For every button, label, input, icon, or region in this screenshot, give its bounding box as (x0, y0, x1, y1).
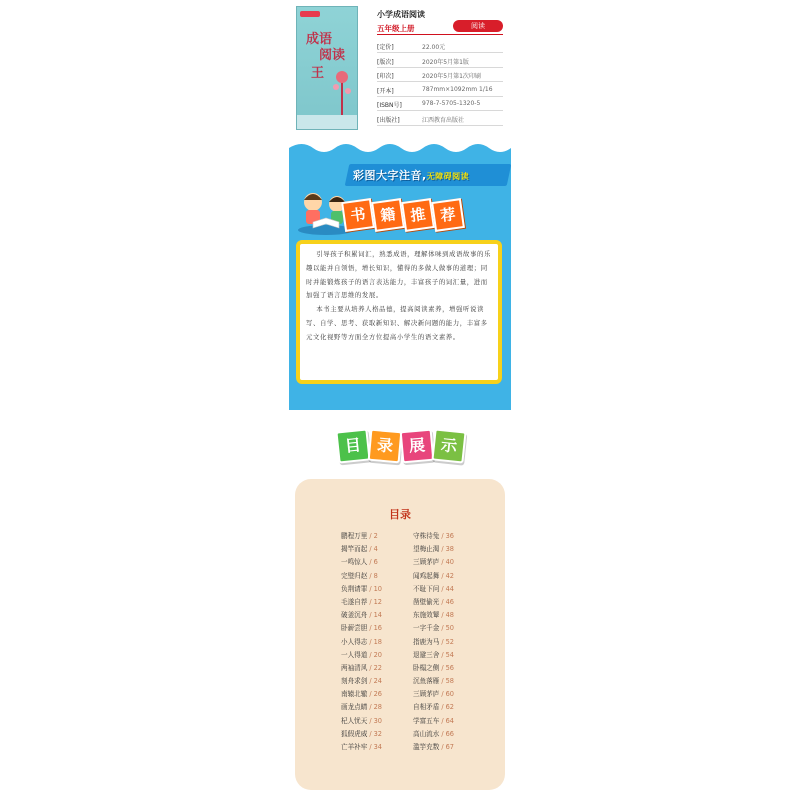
info-label: [版次] (377, 58, 394, 66)
toc-entry-page: 38 (445, 545, 454, 554)
toc-entry-page: 66 (445, 729, 454, 738)
toc-entry-title: 滥竽充数 (413, 743, 440, 751)
toc-entry-title: 不耻下问 (413, 584, 440, 593)
info-label: [ISBN号] (377, 102, 402, 110)
toc-entry-title: 狐假虎威 (341, 729, 368, 738)
toc-entry-page: 40 (445, 558, 454, 567)
toc-separator: / (369, 743, 372, 751)
toc-entry (413, 688, 454, 701)
cover-title-line1: 成语 (306, 32, 333, 47)
cover-title-line2: 阅读 (319, 48, 346, 63)
toc-entry (341, 741, 382, 754)
cover-publisher-tag (300, 11, 320, 17)
info-value: 787mm×1092mm 1/16 (422, 85, 493, 93)
toc-separator: / (441, 597, 444, 606)
heading-tile: 荐 (431, 198, 465, 232)
toc-entry-page: 34 (373, 743, 382, 751)
toc-right-column (413, 530, 454, 754)
toc-entry-page: 32 (373, 729, 382, 738)
toc-entry (341, 728, 382, 741)
table-of-contents (295, 479, 505, 790)
toc-separator: / (369, 584, 372, 593)
heading-tile: 书 (341, 198, 375, 232)
toc-entry-title: 一字千金 (413, 624, 440, 633)
toc-entry (341, 622, 382, 635)
banner-main: 彩图大字注音, (353, 169, 427, 182)
toc-entry-title: 亡羊补牢 (341, 743, 368, 751)
toc-separator: / (441, 650, 444, 659)
toc-entry-page: 12 (373, 597, 382, 606)
toc-entry-page: 42 (445, 571, 454, 580)
toc-entry (413, 609, 454, 622)
toc-entry (341, 596, 382, 609)
toc-separator: / (441, 545, 444, 554)
toc-separator: / (369, 690, 372, 699)
toc-entry (413, 675, 454, 688)
toc-entry-title: 守株待兔 (413, 532, 440, 540)
toc-entry-title: 毛遂自荐 (341, 597, 368, 606)
toc-entry (413, 583, 454, 596)
toc-entry-page: 20 (373, 650, 382, 659)
toc-entry-title: 东施效颦 (413, 611, 440, 620)
toc-entry-title: 揭竿而起 (341, 545, 368, 554)
toc-entry-title: 沉鱼落雁 (413, 677, 440, 686)
divider (377, 81, 503, 82)
toc-separator: / (369, 597, 372, 606)
toc-entry-title: 两袖清风 (341, 663, 368, 672)
toc-separator: / (369, 703, 372, 712)
toc-entry-page: 24 (373, 677, 382, 686)
toc-entry (413, 556, 454, 569)
divider (377, 125, 503, 126)
toc-separator: / (441, 663, 444, 672)
toc-entry (413, 715, 454, 728)
toc-entry-title: 负荆请罪 (341, 584, 368, 593)
toc-entry-page: 6 (373, 558, 378, 567)
toc-entry (341, 583, 382, 596)
toc-entry (413, 649, 454, 662)
toc-separator: / (369, 558, 372, 567)
toc-separator: / (441, 611, 444, 620)
toc-entry (341, 649, 382, 662)
toc-entry-title: 南辕北辙 (341, 690, 368, 699)
toc-entry (341, 715, 382, 728)
toc-separator: / (369, 650, 372, 659)
info-value: 江西教育出版社 (422, 117, 465, 124)
toc-entry-title: 三顾茅庐 (413, 558, 440, 567)
toc-entry-page: 30 (373, 716, 382, 725)
toc-entry (413, 543, 454, 556)
toc-separator: / (441, 584, 444, 593)
toc-separator: / (441, 690, 444, 699)
toc-separator: / (369, 545, 372, 554)
toc-entry-title: 自相矛盾 (413, 703, 440, 712)
info-value: 22.00元 (422, 44, 446, 51)
toc-entry-page: 16 (373, 624, 382, 633)
toc-separator: / (441, 677, 444, 686)
toc-entry (413, 636, 454, 649)
wave-decoration (289, 140, 511, 160)
toc-separator: / (369, 611, 372, 620)
contents-tile: 录 (368, 429, 403, 464)
toc-entry-page: 2 (373, 532, 378, 540)
info-label: [出版社] (377, 117, 400, 124)
contents-tile: 展 (400, 429, 435, 464)
toc-entry-title: 学富五车 (413, 716, 440, 725)
heading-tile: 推 (401, 198, 435, 232)
book-grade: 五年级上册 (377, 24, 415, 33)
toc-entry (413, 741, 454, 754)
toc-entry-page: 48 (445, 611, 454, 620)
toc-separator: / (441, 558, 444, 567)
divider (377, 96, 503, 97)
recommendation-paragraph: 本书主要从培养人格品德，提高阅读素养，增强听说读写、自学、思考、获取新知识、解决新问题的能力，丰富多元文化视野等方面全方位提高小学生的语文素养。 (306, 305, 488, 341)
toc-title: 目录 (389, 508, 411, 521)
toc-entry-page: 10 (373, 584, 382, 593)
toc-separator: / (441, 571, 444, 580)
banner-small: 无障碍阅读 (426, 172, 470, 181)
toc-entry (341, 543, 382, 556)
toc-entry-page: 36 (445, 532, 454, 540)
toc-entry (341, 688, 382, 701)
toc-entry-page: 67 (445, 743, 454, 751)
toc-entry (341, 636, 382, 649)
toc-entry-title: 三顾茅庐 (413, 690, 440, 699)
toc-entry (413, 596, 454, 609)
contents-tile: 示 (431, 428, 466, 463)
toc-entry-title: 闻鸡起舞 (413, 571, 440, 580)
toc-entry-page: 22 (373, 663, 382, 672)
toc-separator: / (369, 637, 372, 646)
toc-entry-page: 14 (373, 611, 382, 620)
toc-separator: / (441, 703, 444, 712)
toc-entry-title: 卧榻之侧 (413, 663, 440, 672)
toc-separator: / (441, 743, 444, 751)
toc-entry (341, 675, 382, 688)
toc-entry-title: 退避三舍 (413, 650, 440, 659)
cover-tree-illustration (333, 69, 351, 119)
toc-entry-title: 完璧归赵 (341, 571, 368, 580)
cover-title-line3: 王 (311, 66, 325, 81)
toc-entry-title: 凿壁偷光 (413, 597, 440, 606)
recommendation-paragraph: 引导孩子积累词汇，熟悉成语，理解体味到成语故事的乐趣以能并自领悟，增长知识，懂得的多做人做事的道理；同时并能锻炼孩子的语言表达能力，丰富孩子的词汇量，进而加强了语言思维的发展。 (306, 250, 491, 300)
toc-separator: / (441, 532, 444, 540)
toc-entry-page: 60 (445, 690, 454, 699)
toc-separator: / (441, 624, 444, 633)
toc-entry-title: 指鹿为马 (413, 637, 440, 646)
toc-separator: / (369, 532, 372, 540)
toc-separator: / (369, 677, 372, 686)
toc-entry-page: 52 (445, 637, 454, 646)
toc-separator: / (369, 729, 372, 738)
toc-entry (341, 662, 382, 675)
toc-entry-title: 高山流水 (413, 729, 440, 738)
toc-separator: / (369, 663, 372, 672)
toc-entry (341, 570, 382, 583)
info-label: [开本] (377, 87, 394, 95)
toc-entry-title: 破釜沉舟 (341, 611, 368, 620)
heading-tile: 籍 (371, 198, 405, 232)
toc-separator: / (369, 624, 372, 633)
promo-section (289, 140, 511, 410)
toc-entry-page: 62 (445, 703, 454, 712)
toc-entry-title: 鹏程万里 (341, 532, 368, 540)
toc-entry-page: 58 (445, 677, 454, 686)
cover-base (297, 115, 357, 129)
info-value: 978-7-5705-1320-5 (422, 100, 481, 108)
contents-tile: 目 (335, 428, 370, 463)
toc-separator: / (441, 637, 444, 646)
toc-entry-page: 44 (445, 584, 454, 593)
toc-entry-page: 46 (445, 597, 454, 606)
divider (377, 34, 503, 35)
category-badge: 阅读 (453, 20, 503, 32)
toc-entry-page: 26 (373, 690, 382, 699)
toc-entry (413, 622, 454, 635)
toc-entry-page: 56 (445, 663, 454, 672)
toc-entry (413, 570, 454, 583)
toc-entry (413, 701, 454, 714)
toc-entry-page: 64 (445, 716, 454, 725)
toc-separator: / (369, 571, 372, 580)
toc-entry-title: 杞人忧天 (341, 716, 368, 725)
toc-entry-page: 50 (445, 624, 454, 633)
toc-entry-title: 一鸣惊人 (341, 558, 368, 567)
info-label: [印次] (377, 73, 394, 81)
divider (377, 52, 503, 53)
toc-separator: / (441, 716, 444, 725)
info-label: [定价] (377, 44, 394, 51)
toc-entry (413, 662, 454, 675)
recommendation-card (296, 240, 502, 384)
toc-entry-page: 54 (445, 650, 454, 659)
toc-entry (341, 609, 382, 622)
toc-entry (341, 701, 382, 714)
toc-left-column (341, 530, 382, 754)
toc-entry-title: 望梅止渴 (413, 545, 440, 554)
toc-entry (413, 530, 454, 543)
toc-entry-page: 18 (373, 637, 382, 646)
toc-entry-title: 卧薪尝胆 (341, 624, 368, 633)
info-value: 2020年5月第1版 (422, 58, 469, 66)
divider (377, 110, 503, 111)
toc-entry-title: 刻舟求剑 (341, 677, 368, 686)
toc-entry-page: 28 (373, 703, 382, 712)
toc-entry-title: 一人得道 (341, 650, 368, 659)
contents-heading-tiles (337, 430, 465, 464)
banner-text (353, 167, 469, 183)
toc-separator: / (441, 729, 444, 738)
info-value: 2020年5月第1次印刷 (422, 73, 481, 81)
toc-entry-title: 小人得志 (341, 637, 368, 646)
toc-separator: / (369, 716, 372, 725)
toc-entry-page: 8 (373, 571, 378, 580)
book-title: 小学成语阅读 (377, 10, 425, 19)
toc-entry-page: 4 (373, 545, 378, 554)
divider (377, 67, 503, 68)
toc-entry-title: 画龙点睛 (341, 703, 368, 712)
toc-entry (341, 530, 382, 543)
product-detail-strip (289, 0, 511, 800)
toc-entry (341, 556, 382, 569)
book-cover (296, 6, 358, 130)
toc-entry (413, 728, 454, 741)
